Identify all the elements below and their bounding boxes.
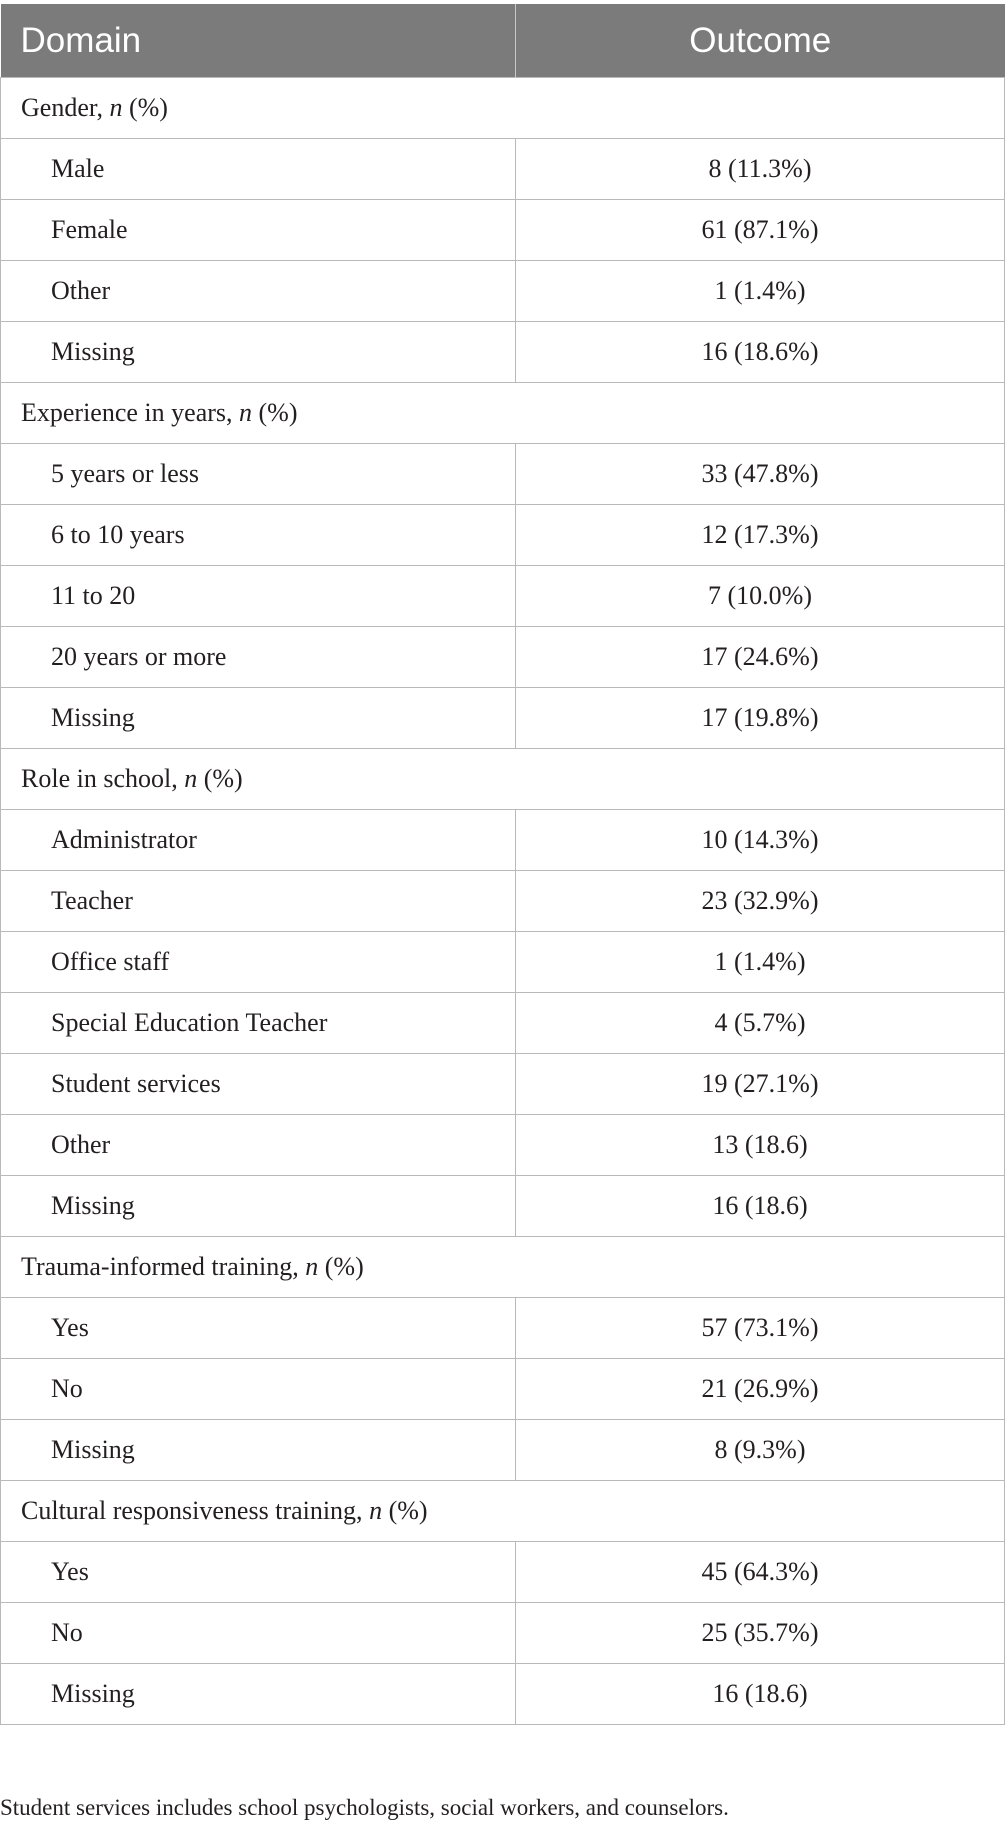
section-row [1,383,1005,444]
row-value: 21 (26.9%) [516,1359,1005,1420]
table-row [1,505,1005,566]
row-value: 1 (1.4%) [516,932,1005,993]
section-title [1,78,516,139]
row-label: Missing [1,322,516,383]
row-label: Office staff [1,932,516,993]
section-blank-cell [516,749,1005,810]
row-value: 16 (18.6%) [516,322,1005,383]
row-value: 4 (5.7%) [516,993,1005,1054]
table-row [1,444,1005,505]
row-label: Missing [1,1420,516,1481]
table-row [1,566,1005,627]
table-row [1,322,1005,383]
table-body [1,78,1005,1725]
column-header-domain: Domain [1,4,516,78]
section-row [1,749,1005,810]
row-label: No [1,1359,516,1420]
table-row [1,810,1005,871]
column-header-outcome: Outcome [516,4,1005,78]
row-label: Missing [1,1664,516,1725]
row-label: Special Education Teacher [1,993,516,1054]
row-label: Yes [1,1542,516,1603]
row-label: Teacher [1,871,516,932]
table-row [1,688,1005,749]
row-label: Other [1,261,516,322]
section-title-suffix: (%) [318,1252,364,1281]
row-value: 61 (87.1%) [516,200,1005,261]
row-value: 57 (73.1%) [516,1298,1005,1359]
section-title-text: Trauma-informed training, [21,1252,306,1281]
row-value: 45 (64.3%) [516,1542,1005,1603]
table-row [1,1664,1005,1725]
section-blank-cell [516,78,1005,139]
section-title-n: n [109,93,123,122]
row-value: 8 (11.3%) [516,139,1005,200]
row-label: Male [1,139,516,200]
section-title-n: n [369,1496,383,1525]
table-row [1,871,1005,932]
table-row [1,261,1005,322]
row-value: 1 (1.4%) [516,261,1005,322]
row-label: Other [1,1115,516,1176]
table-row [1,1298,1005,1359]
table-footnote: Student services includes school psychologists, social workers, and counselors. [0,1795,729,1820]
table-row [1,1420,1005,1481]
row-label: Student services [1,1054,516,1115]
row-label: Missing [1,688,516,749]
row-value: 7 (10.0%) [516,566,1005,627]
row-value: 12 (17.3%) [516,505,1005,566]
section-title-suffix: (%) [122,93,168,122]
section-title [1,1237,516,1298]
demographics-table [0,4,1005,1725]
row-value: 10 (14.3%) [516,810,1005,871]
row-label: 5 years or less [1,444,516,505]
row-value: 13 (18.6) [516,1115,1005,1176]
row-label: Yes [1,1298,516,1359]
table-row [1,1176,1005,1237]
row-value: 8 (9.3%) [516,1420,1005,1481]
section-row [1,1481,1005,1542]
section-title-n: n [184,764,198,793]
section-row [1,78,1005,139]
row-value: 17 (24.6%) [516,627,1005,688]
table-row [1,1359,1005,1420]
row-value: 33 (47.8%) [516,444,1005,505]
table-row [1,932,1005,993]
row-value: 17 (19.8%) [516,688,1005,749]
row-label: Missing [1,1176,516,1237]
row-label: 11 to 20 [1,566,516,627]
row-label: Administrator [1,810,516,871]
table-row [1,200,1005,261]
section-title [1,383,516,444]
section-blank-cell [516,383,1005,444]
table-header-row [1,4,1005,78]
section-title-suffix: (%) [252,398,298,427]
row-value: 25 (35.7%) [516,1603,1005,1664]
row-label: 6 to 10 years [1,505,516,566]
table-row [1,1054,1005,1115]
section-row [1,1237,1005,1298]
section-title-text: Gender, [21,93,110,122]
row-value: 19 (27.1%) [516,1054,1005,1115]
row-value: 23 (32.9%) [516,871,1005,932]
table-row [1,993,1005,1054]
table-row [1,139,1005,200]
section-title [1,749,516,810]
table-row [1,1115,1005,1176]
table-row [1,1542,1005,1603]
table-row [1,1603,1005,1664]
row-value: 16 (18.6) [516,1176,1005,1237]
section-title [1,1481,516,1542]
row-label: 20 years or more [1,627,516,688]
section-title-n: n [305,1252,319,1281]
section-blank-cell [516,1237,1005,1298]
section-title-text: Role in school, [21,764,185,793]
section-title-text: Experience in years, [21,398,240,427]
section-title-n: n [239,398,253,427]
section-title-suffix: (%) [382,1496,428,1525]
section-title-suffix: (%) [197,764,243,793]
section-blank-cell [516,1481,1005,1542]
row-value: 16 (18.6) [516,1664,1005,1725]
row-label: Female [1,200,516,261]
section-title-text: Cultural responsiveness training, [21,1496,370,1525]
table-row [1,627,1005,688]
row-label: No [1,1603,516,1664]
